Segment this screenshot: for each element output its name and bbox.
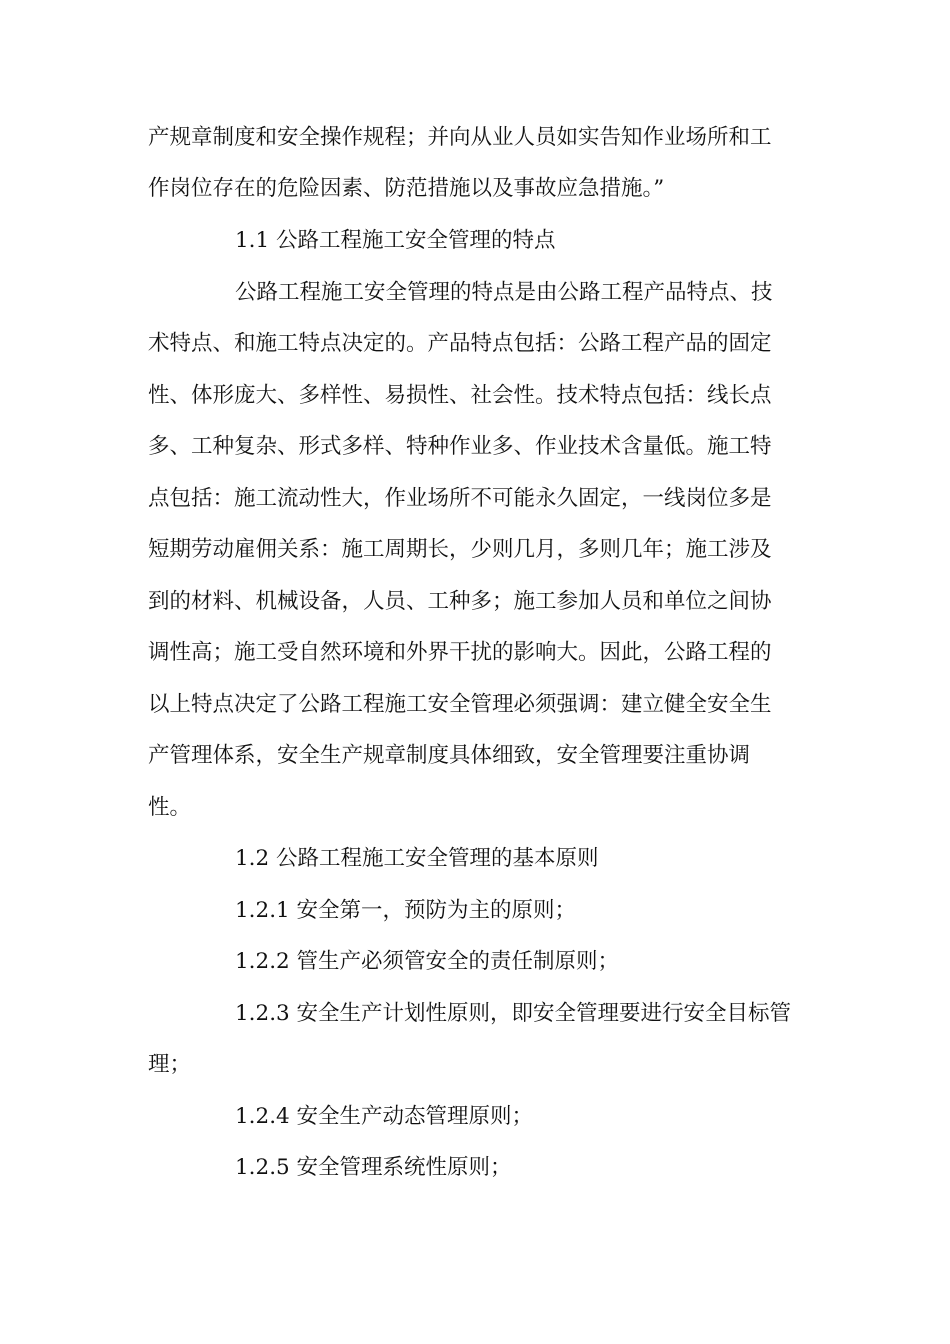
- body-text-line: 性。: [148, 795, 192, 820]
- body-text-line: 理；: [148, 1052, 192, 1077]
- section-heading-1-2: 1.2 公路工程施工安全管理的基本原则: [235, 846, 599, 871]
- body-text-line: 短期劳动雇佣关系：施工周期长，少则几月，多则几年；施工涉及: [148, 537, 772, 562]
- section-heading-1-1: 1.1 公路工程施工安全管理的特点: [235, 228, 556, 253]
- body-text-line: 到的材料、机械设备，人员、工种多；施工参加人员和单位之间协: [148, 589, 772, 614]
- body-text-line: 以上特点决定了公路工程施工安全管理必须强调：建立健全安全生: [148, 692, 772, 717]
- body-text-line: 调性高；施工受自然环境和外界干扰的影响大。因此，公路工程的: [148, 640, 772, 665]
- body-text-line: 产管理体系，安全生产规章制度具体细致，安全管理要注重协调: [148, 743, 751, 768]
- body-text-line: 产规章制度和安全操作规程；并向从业人员如实告知作业场所和工: [148, 125, 772, 150]
- principle-item-1-2-2: 1.2.2 管生产必须管安全的责任制原则；: [235, 949, 620, 974]
- principle-item-1-2-4: 1.2.4 安全生产动态管理原则；: [235, 1104, 534, 1129]
- paragraph-first-line: 公路工程施工安全管理的特点是由公路工程产品特点、技: [235, 280, 773, 305]
- body-text-line: 作岗位存在的危险因素、防范措施以及事故应急措施。”: [148, 176, 665, 201]
- body-text-line: 性、体形庞大、多样性、易损性、社会性。技术特点包括：线长点: [148, 383, 772, 408]
- principle-item-1-2-5: 1.2.5 安全管理系统性原则；: [235, 1155, 512, 1180]
- body-text-line: 点包括：施工流动性大，作业场所不可能永久固定，一线岗位多是: [148, 486, 772, 511]
- principle-item-1-2-1: 1.2.1 安全第一，预防为主的原则；: [235, 898, 577, 923]
- body-text-line: 术特点、和施工特点决定的。产品特点包括：公路工程产品的固定: [148, 331, 772, 356]
- body-text-line: 多、工种复杂、形式多样、特种作业多、作业技术含量低。施工特: [148, 434, 772, 459]
- principle-item-1-2-3: 1.2.3 安全生产计划性原则，即安全管理要进行安全目标管: [235, 1001, 792, 1026]
